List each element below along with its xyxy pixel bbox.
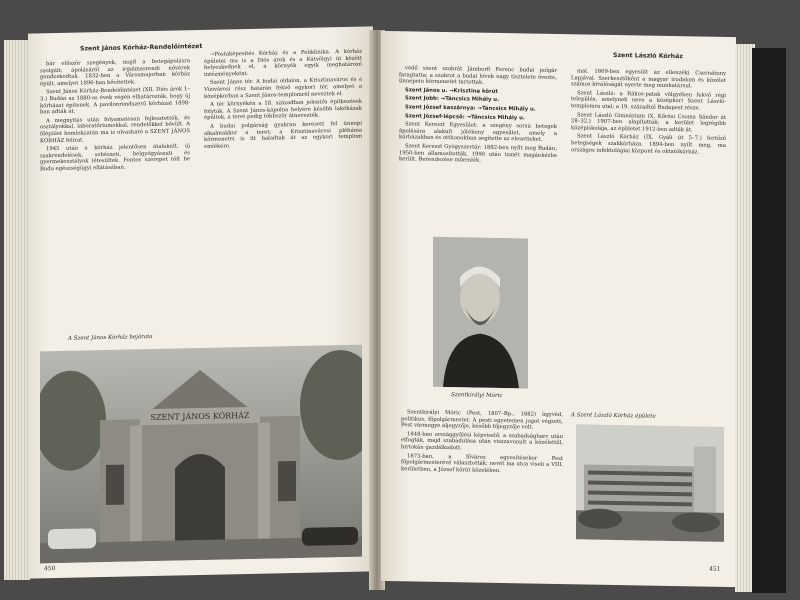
- left-page-number: 450: [44, 565, 56, 573]
- right-col2-paragraph: Szent László Kórház (IX. Gyáli út 5–7.) fertőző betegségek szakkórháza. 1894-ben nyílt meg, ma országos infektológiai központ és oktatókórház.: [571, 133, 726, 155]
- right-col1-paragraph: Szent Kereszt Egyesület: a szegény sorsú betegek ápolására alakult jótékony egyesület, amely a kórházakban és otthonokban segítette az elesetteket.: [399, 121, 557, 144]
- left-page: [28, 26, 373, 578]
- left-col2-paragraph: A budai polgárság gyakran keresett fel ünnepi alkalmakkor a teret; a Krisztinavárosi plébánia körmenetei is itt haladtak át az egykori templom emlékére.: [204, 120, 362, 150]
- right-running-head: Szent László Kórház: [613, 51, 683, 61]
- left-col1-paragraph: A megnyitás után folyamatosan fejlesztették, és osztályokkal, laboratóriumokkal, rendelőkkel bővült. A főépület homlokzatán ma is olvasható a SZENT JÁNOS KÓRHÁZ felirat.: [40, 114, 190, 144]
- portrait-photo: [433, 237, 528, 389]
- right-col1-entry: Szent Jobb: →Táncsics Mihály u.: [405, 95, 500, 104]
- right-col1-entry: Szent János u. →Krisztina körút: [405, 87, 498, 95]
- right-column-2: [571, 68, 726, 158]
- right-col1-paragraph: védő szent szobrát Jámborfi Ferenc budai polgár faragtatta; a szobrot a budai hívek nagy tisztelete övezte, ünnepein körmenetet tartottak.: [399, 65, 557, 86]
- left-col1-paragraph: Szent János Kórház-Rendelőintézet (XII. Diós árok 1–3.) Budán az 1880-as évek végén elhatározták, hogy új kórházat építenek. A pavilonrendszerű kórházat 1898-ban adták át.: [40, 86, 190, 116]
- right-column-1: [399, 65, 557, 167]
- left-col1-paragraph: bár először szegények, majd a betegápolásra szolgált; ápolásáról az irgalmasrendi nővérek gondoskodtak. 1832-ben a Városmajorban kórház épült, amelyet 1896-ban bővítettek.: [40, 58, 190, 88]
- left-col2-paragraph: A tér környékén a 18. században jelentős építkezések folytak. A Szent János-kápolna helyére később lakóházak épültek, a teret pedig többször átnevezték.: [204, 98, 362, 122]
- left-running-head: Szent János Kórház-Rendelőintézet: [80, 42, 203, 53]
- left-col1-paragraph: 1945 után a kórház jelentősen átalakult, új szakrendelések, sebészeti, belgyógyászati és gyermekosztályok létesültek. Fontos szerepet tölt be Buda egészségügyi ellátásában.: [40, 143, 190, 173]
- hospital-entrance-photo: [40, 345, 362, 564]
- right-col1-entry: Szent József kaszárnya: →Táncsics Mihály u.: [405, 104, 536, 113]
- left-col2-paragraph: Szent János tér. A budai oldalon, a Krisztinaváros és a Vízivárosi rész határán fekvő egykori tér, amelyet a középkorban a Szent János-templomról neveztek el.: [204, 76, 362, 100]
- book-cover-edge: [752, 48, 786, 593]
- right-col2-paragraph: Szent László: a Rákos-patak völgyében fekvő régi település, amelynek neve a középkori Szent László-templomra utal; a 19. századtól Budapest része.: [571, 90, 726, 112]
- right-col1-entry: Szent József-lépcső: →Táncsics Mihály u.: [405, 112, 525, 121]
- portrait-caption: Szentkirályi Móric: [451, 392, 503, 400]
- hospital-building-photo: [576, 424, 724, 542]
- right-column-3: [401, 409, 563, 477]
- right-col3-paragraph: Szentkirályi Móric (Pest, 1807–Bp., 1882) ügyvéd, politikus, főpolgármester. A pesti egyetemen jogot végzett, Pest vármegye aljegyzője, később főjegyzője volt.: [401, 409, 563, 431]
- right-page: [381, 31, 736, 587]
- right-col3-paragraph: 1848-ban országgyűlési képviselő; a szabadságharc után elfogták, majd szabadulása után visszavonult a közélettől, birtokán gazdálkodott.: [401, 431, 563, 452]
- hospital-entrance-illustration: [40, 345, 362, 564]
- right-col3-paragraph: 1873-ban, a főváros egyesítésekor Pest főpolgármesterévé választották; nevét ma utca viseli a VIII. kerületben, a József körút közelében.: [401, 452, 563, 474]
- left-page-edges: [4, 40, 30, 580]
- hospital-building-illustration: [576, 424, 724, 542]
- left-col2-paragraph: →Postaképesítés Kórház és a Poliklinika. A kórház épületei ma is a Diós árok és a Kútvölgyi út között helyezkednek el, a környék egyik meghatározó intézményeként.: [204, 48, 362, 78]
- portrait-illustration: [433, 237, 528, 389]
- right-page-number: 451: [709, 565, 721, 573]
- left-column-1: [40, 58, 190, 175]
- building-sign-text: SZENT JÁNOS KÓRHÁZ: [150, 410, 250, 423]
- right-col1-paragraph: Szent Kereszt Gyógyszertár: 1882-ben nyílt meg Budán; 1950-ben államosították, 1990 után ismét magánkézbe került. Berendezése műemlék.: [399, 143, 557, 164]
- left-column-2: [204, 49, 362, 153]
- right-col2-paragraph: Szent László Gimnázium (X. Kőrösi Csoma Sándor út 28–32.) 1907-ben alapították; a kerület legrégibb középiskolája, az épületet 1912-ben adták át.: [571, 111, 726, 134]
- right-col2-paragraph: mal. 1869-ben egyesült az ellenzéki Csernátony Lapjával. Szerkesztőként a magyar irodalom és közélet számos kiválóságát nyerte meg munkatársul.: [571, 68, 726, 90]
- building-photo-caption: A Szent János Kórház bejárata: [68, 334, 153, 342]
- hospital-photo-caption: A Szent László Kórház épülete: [571, 412, 656, 420]
